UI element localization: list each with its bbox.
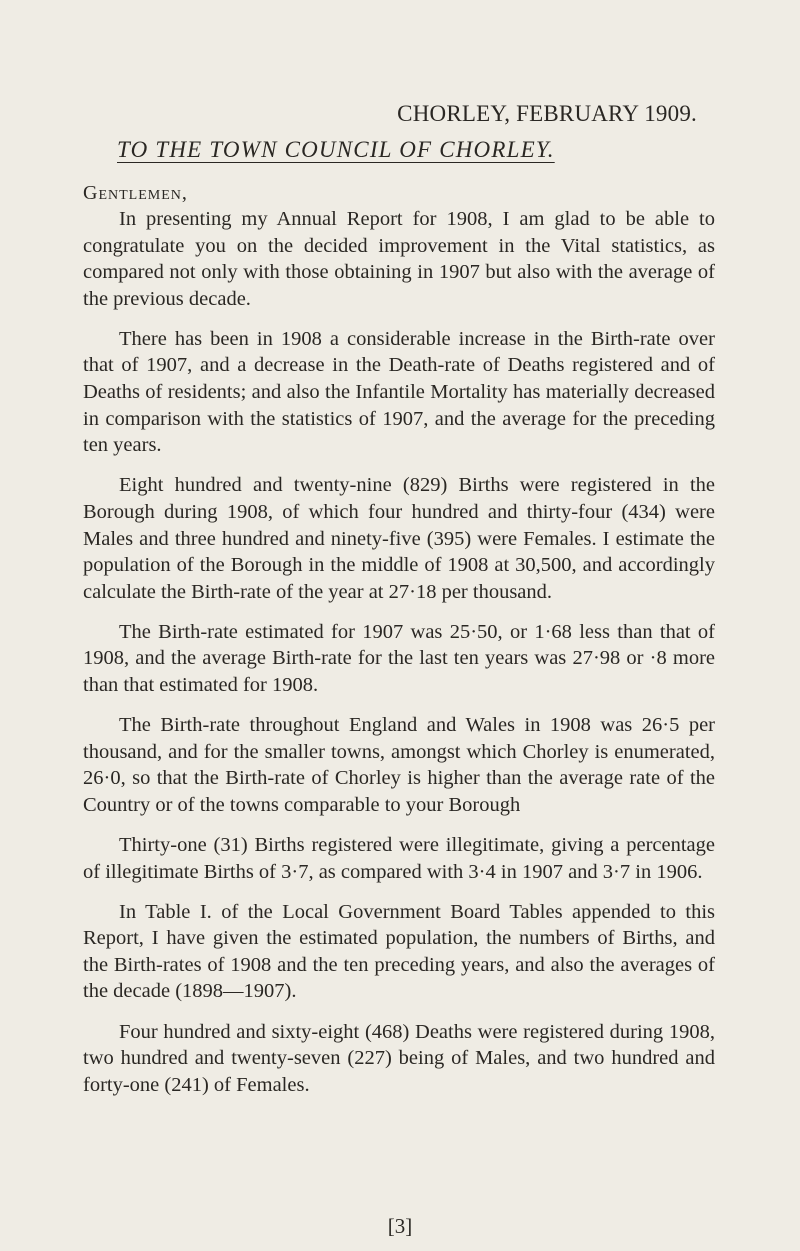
paragraph-illegitimate-births: Thirty-one (31) Births registered were illegitimate, giving a percentage of illegitimate Births of 3·7, as compared with 3·4 in 1907 and 3·7 in 1906.: [83, 833, 715, 883]
paragraph-annual-report-intro: In presenting my Annual Report for 1908, I am glad to be able to congratulate you on the decided improvement in the Vital statistics, as compared not only with those obtaining in 1907 but also with the average of the previous decade.: [83, 208, 715, 310]
salutation: Gentlemen,: [83, 182, 188, 204]
paragraph-birth-rate-increase: There has been in 1908 a considerable increase in the Birth-rate over that of 1907, and a decrease in the Death-rate of Deaths registered and of Deaths of residents; and also the Infantile Mortality has materially decreased in comparison with the statistics of 1907, and the average for the preceding ten years.: [83, 327, 715, 457]
paragraph-deaths-registered: Four hundred and sixty-eight (468) Deaths were registered during 1908, two hundred and twenty-seven (227) being of Males, and two hundred and forty-one (241) of Females.: [83, 1020, 715, 1096]
paragraph-table-reference: In Table I. of the Local Government Board Tables appended to this Report, I have given the estimated population, the numbers of Births, and the Birth-rates of 1908 and the ten preceding years, and also the averages of the decade (1898—1907).: [83, 900, 715, 1003]
paragraph-england-wales-rate: The Birth-rate throughout England and Wales in 1908 was 26·5 per thousand, and for the smaller towns, amongst which Chorley is enumerated, 26·0, so that the Birth-rate of Chorley is higher than the average rate of the Country or of the towns comparable to your Borough: [83, 714, 715, 816]
paragraph-birth-rate-comparison: The Birth-rate estimated for 1907 was 25·50, or 1·68 less than that of 1908, and the average Birth-rate for the last ten years was 27·98 or ·8 more than that estimated for 1908.: [83, 620, 715, 696]
page-number: [3]: [387, 1214, 413, 1238]
addressee-heading: TO THE TOWN COUNCIL OF CHORLEY.: [117, 137, 555, 162]
report-body: [83, 206, 715, 1112]
dateline: CHORLEY, FEBRUARY 1909.: [397, 101, 697, 126]
paragraph-births-registered: Eight hundred and twenty-nine (829) Births were registered in the Borough during 1908, of which four hundred and thirty-four (434) were Males and three hundred and ninety-five (395) were Females. I estimate the population of the Borough in the middle of 1908 at 30,500, and accordingly calculate the Birth-rate of the year at 27·18 per thousand.: [83, 474, 715, 603]
